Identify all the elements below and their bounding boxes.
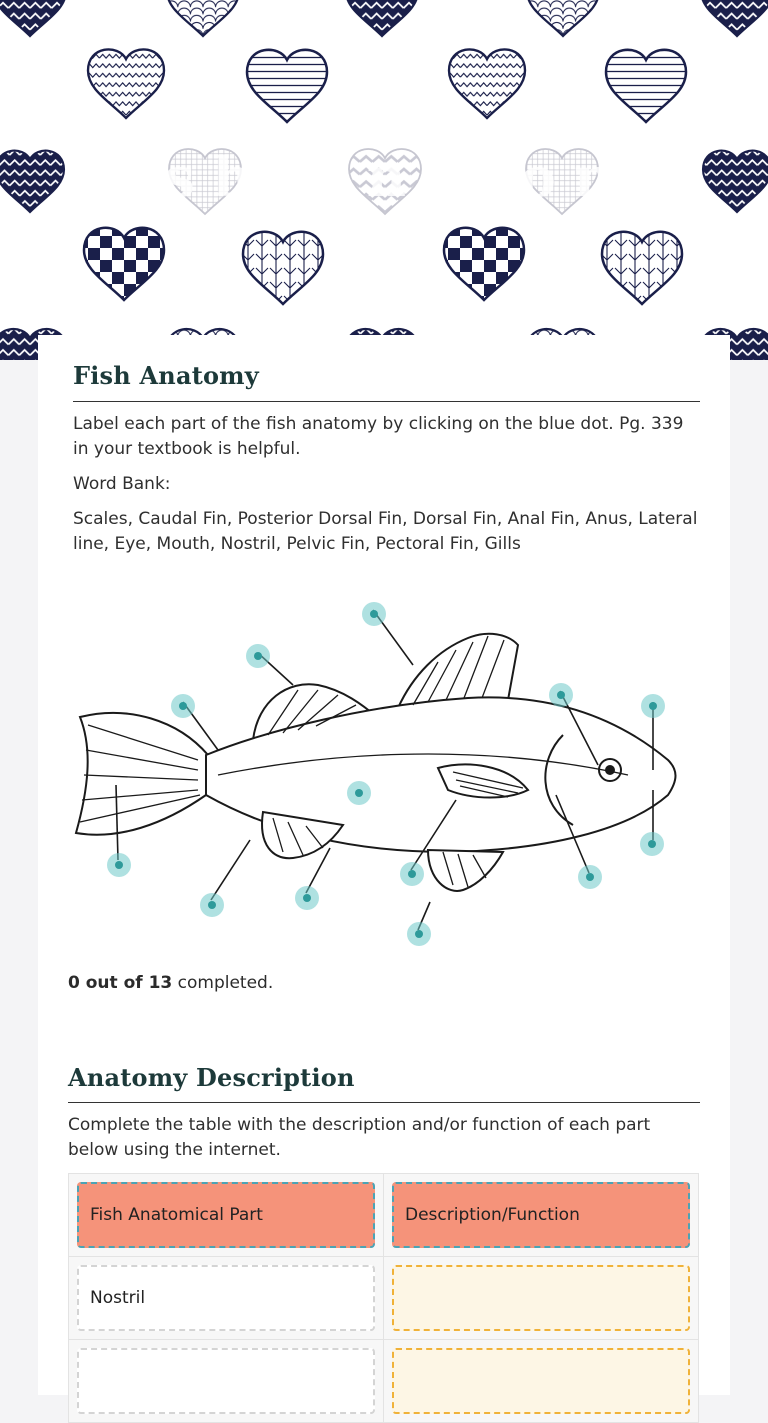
hotspot-dot-6[interactable] <box>347 781 371 805</box>
anatomy-table <box>68 1173 699 1423</box>
hotspot-dot-11[interactable] <box>400 862 424 886</box>
fish-diagram <box>68 590 698 950</box>
progress-count: 0 out of 13 <box>68 973 173 993</box>
hotspot-dot-4[interactable] <box>549 683 573 707</box>
hotspot-dot-5[interactable] <box>641 694 665 718</box>
table-header-row <box>69 1174 699 1257</box>
progress-suffix: completed. <box>172 973 274 993</box>
header-part: Fish Anatomical Part <box>77 1182 375 1248</box>
description-input[interactable] <box>392 1265 690 1331</box>
hotspot-dot-3[interactable] <box>171 694 195 718</box>
part-cell: Nostril <box>77 1265 375 1331</box>
hotspot-dot-2[interactable] <box>246 644 270 668</box>
hotspot-dot-13[interactable] <box>407 922 431 946</box>
table-row <box>69 1257 699 1340</box>
word-bank-list: Scales, Caudal Fin, Posterior Dorsal Fin, Dorsal Fin, Anal Fin, Anus, Lateral line, Eye, Mouth, Nostril, Pelvic Fin, Pectoral Fin, Gills <box>73 509 698 554</box>
fish-illustration <box>68 590 698 950</box>
content-card <box>38 335 730 1395</box>
section-title-fish-anatomy: Fish Anatomy <box>73 361 259 390</box>
hotspot-dot-9[interactable] <box>200 893 224 917</box>
hotspot-dot-10[interactable] <box>295 886 319 910</box>
hotspot-dot-12[interactable] <box>578 865 602 889</box>
hotspot-dot-1[interactable] <box>362 602 386 626</box>
section-title-anatomy-description: Anatomy Description <box>68 1063 355 1092</box>
header-description: Description/Function <box>392 1182 690 1248</box>
table-instructions: Complete the table with the description and/or function of each part below using the internet. <box>68 1115 651 1160</box>
title-divider <box>73 401 700 402</box>
banner-title-overlay: Fish Anatomy <box>69 145 699 209</box>
instructions-text: Label each part of the fish anatomy by clicking on the blue dot. Pg. 339 in your textbook is helpful. <box>73 414 684 459</box>
word-bank-label: Word Bank: <box>73 474 171 494</box>
hotspot-dot-7[interactable] <box>640 832 664 856</box>
header-banner <box>0 0 768 360</box>
progress-status <box>68 973 273 993</box>
description-input[interactable] <box>392 1348 690 1414</box>
section2-divider <box>68 1102 700 1103</box>
part-cell <box>77 1348 375 1414</box>
hotspot-dot-8[interactable] <box>107 853 131 877</box>
table-row <box>69 1340 699 1423</box>
heart-pattern-background <box>0 0 768 360</box>
